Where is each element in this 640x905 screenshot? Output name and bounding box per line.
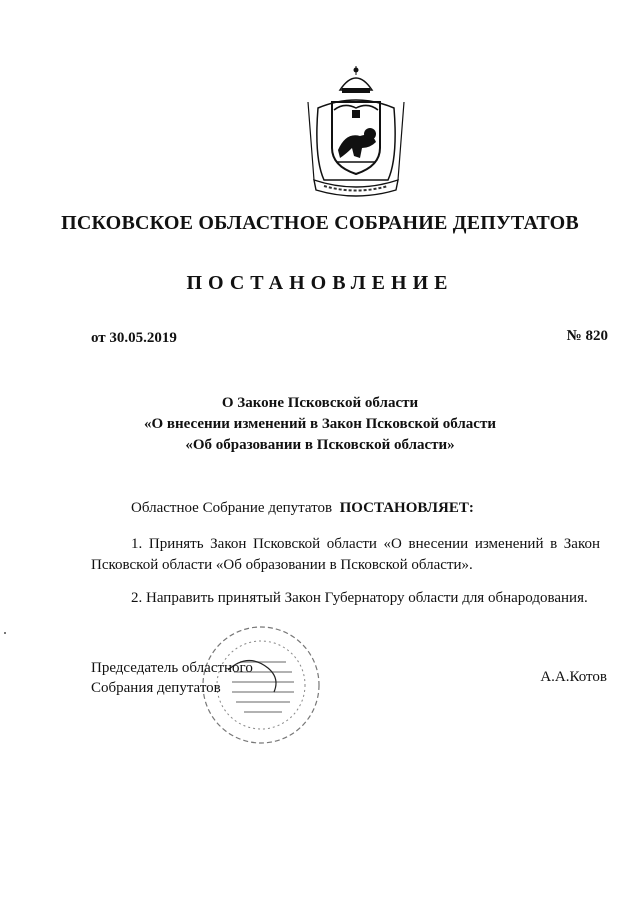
signatory-title-line: Председатель областного [91,660,253,676]
document-number: № 820 [566,328,608,344]
signatory-title [91,658,253,698]
document-date: от 30.05.2019 [91,330,177,346]
resolution-item-2: 2. Направить принятый Закон Губернатору области для обнародования. [131,590,588,606]
document-type-heading: ПОСТАНОВЛЕНИЕ [186,272,454,294]
resolution-item-1: 1. Принять Закон Псковской области «О внесении изменений в Закон Псковской области «Об образовании в Псковской области». [91,536,600,573]
signatory-title-line: Собрания депутатов [91,680,221,696]
organization-title: ПСКОВСКОЕ ОБЛАСТНОЕ СОБРАНИЕ ДЕПУТАТОВ [61,212,579,234]
pskov-coat-of-arms-icon [300,62,412,202]
scan-speck [4,632,6,634]
preamble-text: Областное Собрание депутатов [131,500,333,516]
preamble [131,500,474,517]
subject-line: «Об образовании в Псковской области» [185,437,455,453]
subject-line: «О внесении изменений в Закон Псковской области [144,416,496,432]
subject-line: О Законе Псковской области [221,395,419,411]
document-subject [0,393,640,456]
preamble-resolves: ПОСТАНОВЛЯЕТ: [339,500,474,516]
signatory-name: А.А.Котов [540,669,607,685]
